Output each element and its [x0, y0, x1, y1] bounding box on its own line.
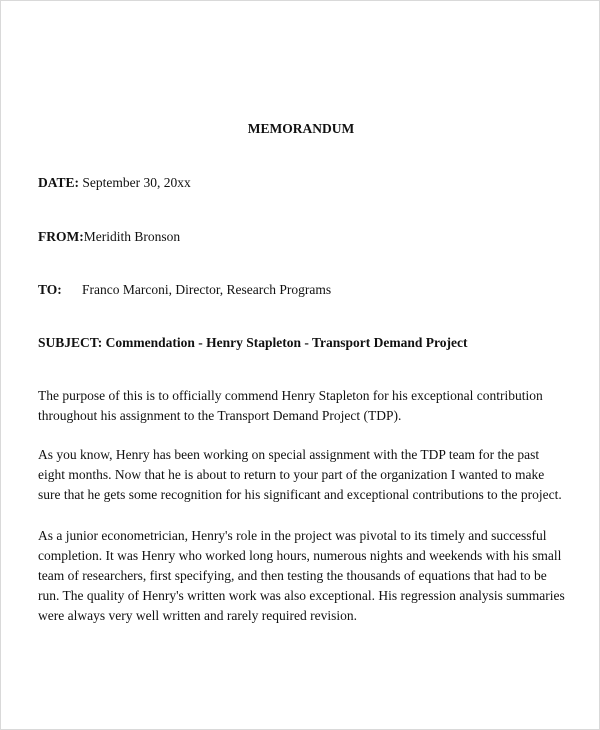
- memo-title: MEMORANDUM: [247, 121, 355, 136]
- paragraph-background: As you know, Henry has been working on special assignment with the TDP team for the past eight months. Now that he is about to return to your part of the organization I wanted to make sure that he gets some recognition for his significant and exceptional contributions to the project.: [38, 447, 562, 502]
- subject-label: SUBJECT:: [38, 335, 103, 350]
- to-line: [38, 282, 332, 298]
- paragraph-purpose: The purpose of this is to officially commend Henry Stapleton for his exceptional contribution throughout his assignment to the Transport Demand Project (TDP).: [38, 388, 543, 423]
- date-label: DATE:: [38, 175, 80, 190]
- subject-line: [38, 335, 468, 351]
- to-label: TO:: [38, 282, 62, 297]
- from-value: Meridith Bronson: [83, 229, 181, 244]
- from-label: FROM:: [38, 229, 84, 244]
- date-value: September 30, 20xx: [82, 175, 191, 190]
- paragraph-contribution: As a junior econometrician, Henry's role in the project was pivotal to its timely and successful completion. It was Henry who worked long hours, numerous nights and weekends with his small team of researchers, first specifying, and then testing the thousands of equations that had to be run. The quality of Henry's written work was also exceptional. His regression analysis summaries were always very well written and rarely required revision.: [38, 528, 565, 623]
- from-line: [38, 229, 180, 245]
- to-value: Franco Marconi, Director, Research Programs: [82, 282, 332, 297]
- subject-value: Commendation - Henry Stapleton - Transport Demand Project: [105, 335, 468, 350]
- date-line: [38, 175, 191, 191]
